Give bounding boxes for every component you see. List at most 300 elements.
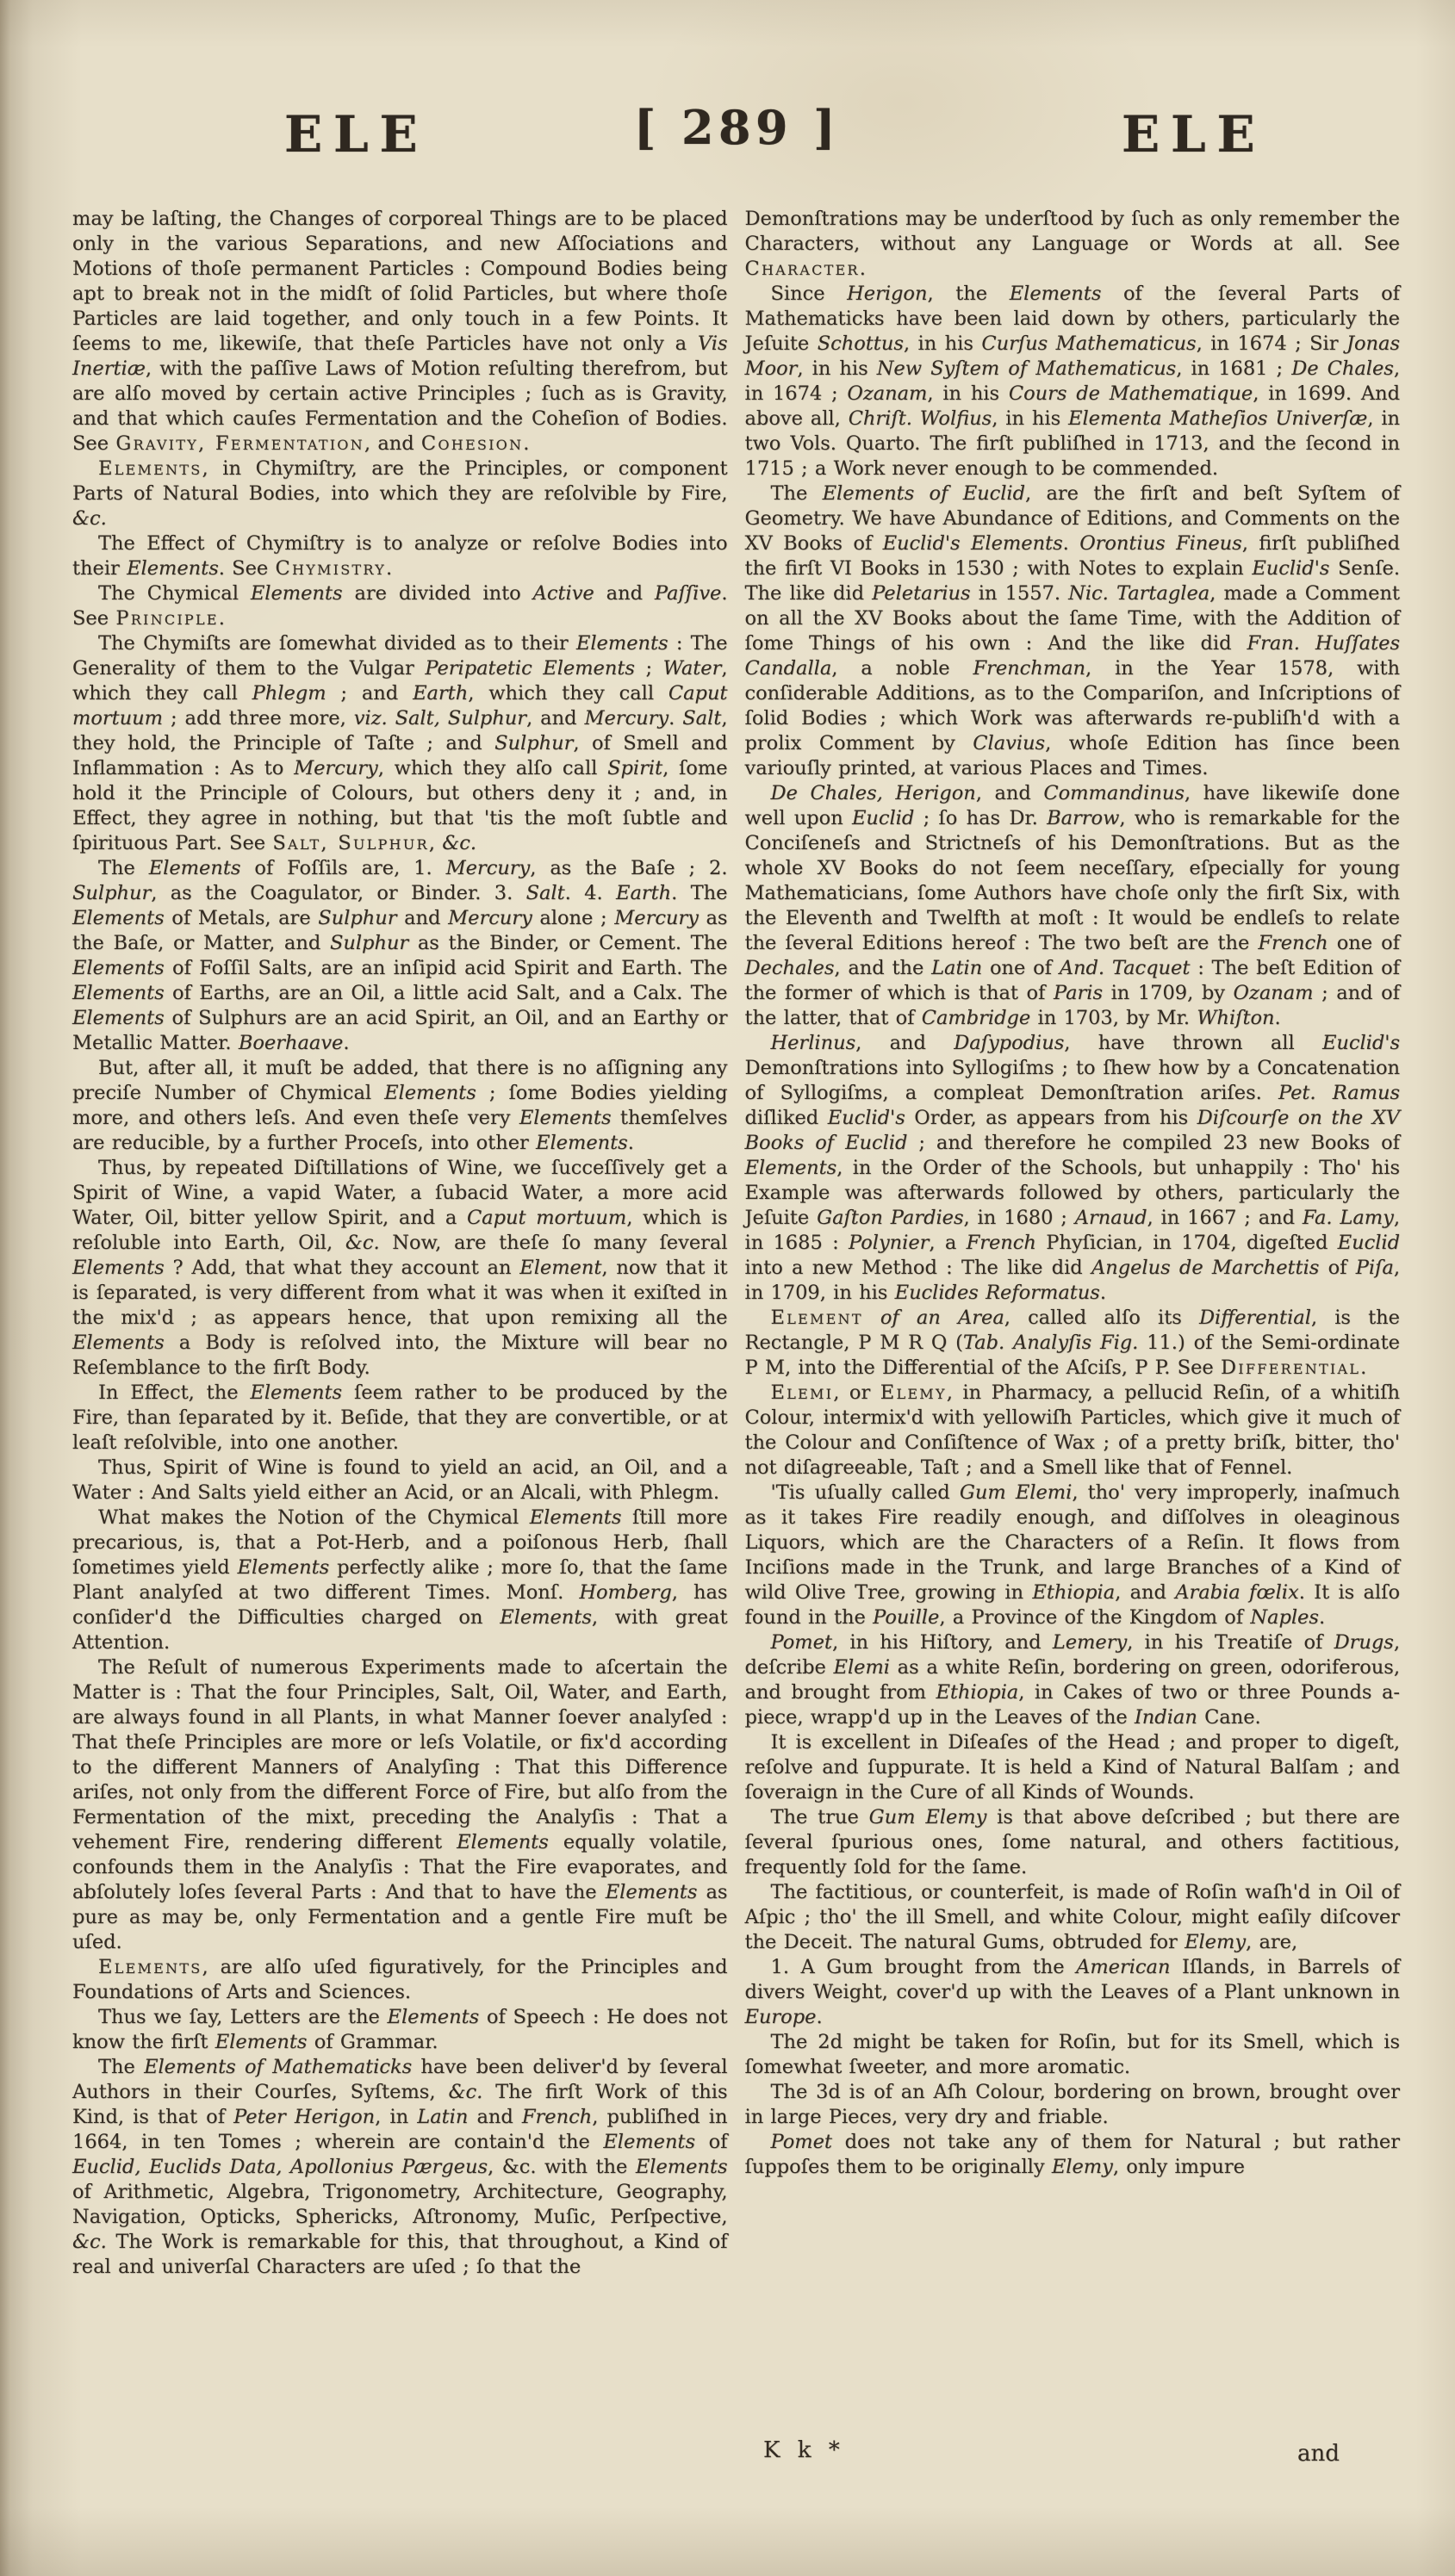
text-run: , tho' very improperly, inaſmuch as it takes Fire readily enough, and diſſolves in oleaginous Liquors, which are the Characters of a Reſin. It flows from Inciſions made in the Trunk, and large Branches of a Kind of wild Olive Tree, growing in [744,1481,1400,1604]
text-run: , and [1115,1581,1176,1604]
text-run: of Foſſils are, 1. [240,857,446,879]
text-run: 11.) of the Semi-ordinate P M, into the Differential of the Aſciſs, P P. See [744,1331,1400,1379]
paragraph [745,1880,1401,1955]
text-run: and [594,582,655,605]
italic-term: Paſſive [654,582,722,605]
italic-term: Elements [384,1082,476,1104]
text-run: The factitious, or counterfeit, is made of Roſin waſh'd in Oil of Aſpic ; tho' the ill Smell, and white Colour, might eaſily diſcover the Deceit. The natural Gums, obtruded for [744,1881,1400,1953]
text-run: . [1099,1282,1106,1304]
text-run: , and [526,707,585,729]
italic-term: Naples [1250,1606,1319,1629]
cross-reference: Elements [98,457,202,480]
text-run: , deſcribe [744,1631,1400,1679]
text-run: , in the Year 1578, with conſiderable Additions, as to the Compariſon, and Inſcriptions of ſolid Bodies ; which Work was afterwards re-publiſh'd with a prolix Comment by [744,657,1400,754]
italic-term: Salt [682,707,722,729]
text-run: : The Generality of them to the Vulgar [72,632,728,680]
text-run: , of Smell and Inflammation : As to [72,732,728,779]
italic-term: Elements [536,1132,628,1154]
running-title-right: ELE [1122,105,1266,164]
paragraph [745,481,1401,781]
text-run: , in Cakes of two or three Pounds a-piece, wrapp'd up in the Leaves of the [744,1681,1400,1729]
text-run: . The [671,882,728,904]
italic-term: Euclid [1337,1232,1400,1254]
italic-term: Dechales [744,957,835,979]
italic-term: Euclid's [827,1107,905,1129]
italic-term: Elements [72,982,165,1004]
paragraph [72,207,728,456]
text-run: Now, are theſe ſo many ſeveral [379,1232,728,1254]
italic-term: Sulphur [329,932,409,954]
italic-term: Elements [529,1506,622,1529]
text-run: and [396,907,449,929]
cross-reference: Principle [115,607,219,630]
text-run: of [1319,1257,1356,1279]
italic-term: Elements [72,1331,165,1354]
italic-term: &c. [72,2231,107,2253]
text-run: does not take any of them for Natural ; but rather ſuppoſes them to be originally [744,2131,1400,2178]
text-run: Cane. [1197,1706,1261,1729]
italic-term: Elements [635,2156,728,2178]
text-run: a Body is reſolved into, the Mixture will bear no Reſemblance to the firſt Body. [72,1331,728,1379]
paragraph [72,1456,728,1505]
italic-term: Ethiopia [936,1681,1019,1704]
italic-term: Gaſton Pardies [817,1207,964,1229]
italic-term: Europe [744,2006,817,2028]
paragraph [745,2080,1401,2130]
italic-term: Elements [603,2131,696,2153]
cross-reference: Element [770,1307,863,1329]
text-run: Order, as appears from his [905,1107,1197,1129]
italic-term: Euclid's [1321,1032,1400,1054]
text-run: 1. A Gum brought from the [770,1956,1077,1978]
italic-term: Herlinus [770,1032,856,1054]
italic-term: of an Area [880,1307,1004,1329]
italic-term: Elementa Matheſios Univerſæ [1068,407,1368,430]
italic-term: Elements [500,1606,592,1629]
italic-term: Euclid's [1252,557,1330,580]
text-run: What makes the Notion of the Chymical [98,1506,530,1529]
paragraph [72,531,728,581]
text-run: equally volatile, confounds them in the Analyſis : That the Fire evaporates, and abſolutely loſes ſeveral Parts : And that to have the [72,1831,728,1903]
italic-term: &c. [345,1232,380,1254]
italic-term: Gum Elemy [868,1806,987,1828]
text-run: The [770,482,823,505]
text-run: . [1062,532,1080,555]
paragraph [72,1056,728,1156]
italic-term: Paris [1053,982,1103,1004]
italic-term: Elements [127,557,219,580]
text-run: of Earths, are an Oil, a little acid Salt, and a Calx. The [164,982,728,1004]
italic-term: viz. Salt, Sulphur [353,707,527,729]
text-run: , now that it is ſeparated, is very different from what it was when it exiſted in the mix'd ; as appears hence, that upon remixing all the [72,1257,728,1329]
paragraph [72,581,728,631]
text-run: , in his [903,332,982,355]
text-run: , in his Treatiſe of [1127,1631,1334,1654]
paragraph [745,282,1401,481]
italic-term: Polynier [848,1232,930,1254]
text-run: ; and of the latter, that of [744,982,1400,1029]
italic-term: Schottus [817,332,904,355]
text-run: of [695,2131,728,2153]
text-run: ; add three more, [163,707,354,729]
italic-term: Active [532,582,594,605]
italic-term: Elements [1009,282,1102,305]
cross-reference: Chymistry [275,557,386,580]
italic-term: Elements [575,632,668,655]
italic-term: Arabia fœlix [1175,1581,1299,1604]
italic-term: Ozanam [1233,982,1314,1004]
text-run: , called alſo its [1004,1307,1199,1329]
paragraph [72,2055,728,2280]
cross-reference: Elemi [770,1381,834,1404]
text-run: , &c. with the [488,2156,636,2178]
text-column-right [745,207,1401,2280]
text-run: . [627,1132,634,1154]
text-run: , have likewiſe done well upon [744,782,1400,829]
paragraph [72,1505,728,1655]
italic-term: Elemy [1185,1931,1247,1953]
text-run: , in two Vols. Quarto. The firſt publiſhed in 1713, and the ſecond in 1715 ; a Work never enough to be commended. [744,407,1401,480]
italic-term: Commandinus [1043,782,1185,804]
text-run: ſtill more precarious, is, that a Pot-Herb, and a poiſonous Herb, ſhall ſometimes yield [72,1506,728,1579]
text-column-left [72,207,728,2280]
text-run: The [98,857,149,879]
text-run: of Metals, are [164,907,319,929]
text-run: ; ſo has Dr. [914,807,1048,829]
text-run: , a noble [831,657,973,680]
text-run: , or [833,1381,880,1404]
text-run: , in 1674 ; [744,357,1401,405]
italic-term: And. Tacquet [1059,957,1191,979]
italic-term: Latin [931,957,983,979]
italic-term: Mercury [445,857,531,879]
text-run: perfectly alike ; more ſo, that the ſame Plant analyſed at two different Times. Monſ. [72,1556,728,1604]
cross-reference: Elements [98,1956,202,1978]
italic-term: Mercury [294,757,378,779]
text-run: ; and [326,682,413,705]
text-run: . [1318,1606,1326,1629]
text-run: . [343,1032,350,1054]
italic-term: Elements [237,1556,330,1579]
text-run: , and [855,1032,954,1054]
text-run: , in 1685 : [744,1207,1400,1254]
text-run: , has conſider'd the Difficulties charged on [72,1581,728,1629]
text-run: , in [375,2106,418,2128]
italic-term: Spirit [607,757,663,779]
text-run: The Effect of Chymiſtry is to analyze or reſolve Bodies into their [72,532,728,580]
italic-term: Differential [1198,1307,1311,1329]
italic-term: Vis Inertiæ [72,332,728,380]
cross-reference: Character [744,258,860,280]
text-run: , ſome hold it the Principle of Colours, but others deny it ; and, in Effect, they agree in nothing, but that 'tis the moſt ſubtle and ſpirituous Part. See [72,757,728,854]
text-run: of the ſeveral Parts of Mathematicks have been laid down by others, particularly the Jeſuite [744,282,1400,355]
text-run: Thus, Spirit of Wine is found to yield an acid, an Oil, and a Water : And Salts yield either an Acid, or an Alcali, with Phlegm. [72,1456,728,1504]
italic-term: Elemi [833,1656,890,1679]
italic-term: &c. [448,2081,483,2103]
italic-term: &c. [72,507,107,530]
text-run: , in 1699. And above all, [744,382,1401,430]
paragraph [72,1955,728,2005]
text-run: , made a Comment on all the XV Books about the ſame Time, with the Addition of ſome Things of his own : And the like did [744,582,1400,655]
italic-term: Water [662,657,722,680]
paragraph [745,1480,1401,1630]
text-run: . [385,557,393,580]
text-run: , whoſe Edition has ſince been variouſly printed, at various Places and Times. [744,732,1401,779]
text-run: , as the Baſe ; 2. [530,857,728,879]
italic-term: Cours de Mathematique [1008,382,1253,405]
text-run: ſeem rather to be produced by the Fire, than ſeparated by it. Beſide, that they are convertible, or at leaſt reſolvible, into one another. [72,1381,728,1454]
italic-term: Elements of Mathematicks [144,2056,413,2078]
cross-reference: Salt, Sulphur [272,832,429,854]
italic-term: Elements of Euclid [822,482,1026,505]
text-run: , and [364,432,421,455]
italic-term: De Chales [1291,357,1394,380]
text-run: , is the Rectangle, P M R Q ( [744,1307,1400,1354]
italic-term: Sulphur [318,907,397,929]
italic-term: Element [519,1257,602,1279]
text-run: as the Binder, or Cement. The [408,932,728,954]
text-run: 'Tis uſually called [770,1481,960,1504]
italic-term: Elements [72,1007,165,1029]
italic-term: Herigon [847,282,928,305]
italic-term: Earth [413,682,469,705]
text-run: , have thrown all [1064,1032,1322,1054]
text-run: , in his [992,407,1069,430]
text-run: is that above deſcribed ; but there are ſeveral ſpurious ones, ſome natural, and others factitious, frequently ſold for the ſame. [744,1806,1400,1878]
text-run: The 3d is of an Aſh Colour, bordering on brown, brought over in large Pieces, very dry and friable. [744,2081,1400,2128]
text-run: into a new Method : The like did [744,1257,1091,1279]
italic-term: Tab. Analyſis Fig. [962,1331,1139,1354]
text-run: of Speech : He does not know the firſt [72,2006,728,2053]
text-run: in 1709, by [1103,982,1234,1004]
text-run: , firſt publiſhed the firſt VI Books in 1530 ; with Notes to explain [744,532,1400,580]
italic-term: Elements [387,2006,480,2028]
italic-term: Salt [525,882,565,904]
italic-term: Peletarius [872,582,971,605]
text-run: , which they alſo call [377,757,608,779]
paragraph [72,1655,728,1955]
text-run: . [859,258,866,280]
text-run: , in 1680 ; [963,1207,1075,1229]
italic-term: Homberg [579,1581,672,1604]
text-run: , which is reſoluble into Earth, Oil, [72,1207,728,1254]
text-run: , are, [1246,1931,1298,1953]
text-run: , publiſhed in 1664, in ten Tomes ; wherein are contain'd the [72,2106,728,2153]
text-run: , are alſo uſed figuratively, for the Principles and Foundations of Arts and Sciences. [72,1956,728,2003]
italic-term: Elements [457,1831,549,1853]
catchword: and [1297,2441,1340,2467]
italic-term: French [1258,932,1328,954]
italic-term: Euclid, Euclids Data, Apollonius Pærgeus [72,2156,488,2178]
italic-term: Gum Elemi [959,1481,1073,1504]
text-run: , in 1667 ; and [1147,1207,1303,1229]
italic-term: Elements [605,1881,698,1903]
italic-term: Piſa [1355,1257,1394,1279]
paragraph [745,1306,1401,1381]
italic-term: American [1076,1956,1171,1978]
italic-term: Elements [744,1157,837,1179]
text-run: diſliked [744,1107,828,1129]
text-run: in 1703, by Mr. [1030,1007,1197,1029]
italic-term: &c. [442,832,477,854]
text-run: alone ; [532,907,615,929]
italic-term: Elements [519,1107,612,1129]
text-run: ; ſome Bodies yielding more, and others leſs. And even theſe very [72,1082,728,1129]
text-run: have been deliver'd by ſeveral Authors in their Courſes, Syſtems, [72,2056,728,2103]
italic-term: Caput mortuum [72,682,728,729]
italic-term: Boerhaave [238,1032,344,1054]
paragraph [745,2030,1401,2080]
text-run: Iſlands, in Barrels of divers Weight, cover'd up with the Leaves of a Plant unknown in [744,1956,1401,2003]
text-run: of Sulphurs are an acid Spirit, an Oil, and an Earthy or Metallic Matter. [72,1007,728,1054]
italic-term: Mercury [584,707,669,729]
text-run: Demonſtrations into Syllogiſms ; to ſhew how by a Concatenation of Syllogiſms, a compleat Demonſtration ariſes. [744,1057,1400,1104]
italic-term: Diſcourſe on the XV Books of Euclid [744,1107,1400,1154]
italic-term: Latin [417,2106,469,2128]
text-run: , in the Order of the Schools, but unhappily : Tho' his Example was afterwards followed by others, particularly the Jeſuite [744,1157,1400,1229]
text-run: But, after all, it muſt be added, that there is no aſſigning any preciſe Number of Chymical [72,1057,728,1104]
text-run: The Chymiſts are ſomewhat divided as to their [98,632,576,655]
italic-term: Drugs [1334,1631,1394,1654]
italic-term: Nic. Tartaglea [1068,582,1210,605]
italic-term: Elemy [1051,2156,1113,2178]
italic-term: Elements [250,1381,343,1404]
paragraph [745,1381,1401,1480]
italic-term: Euclid's Elements [882,532,1063,555]
italic-term: Pet. Ramus [1278,1082,1400,1104]
paragraph [72,856,728,1056]
paragraph [72,2005,728,2055]
text-run: Thus, by repeated Diſtillations of Wine, we ſucceſſively get a Spirit of Wine, a vapid Water, a ſubacid Water, a more acid Water, Oil, bitter yellow Spirit, and a [72,1157,728,1229]
text-run: Since [770,282,848,305]
text-run: , and the [834,957,932,979]
italic-term: Cambridge [921,1007,1031,1029]
text-run: . It is alſo found in the [744,1581,1401,1629]
text-run: , and [975,782,1044,804]
text-run: Demonſtrations may be underſtood by ſuch as only remember the Characters, without any Language or Words at all. See [744,208,1400,255]
paragraph [745,1805,1401,1880]
text-run: one of [982,957,1060,979]
italic-term: Angelus de Marchettis [1091,1257,1320,1279]
italic-term: Caput mortuum [466,1207,627,1229]
italic-term: Frenchman [973,657,1085,680]
italic-term: Curſus Mathematicus [981,332,1197,355]
italic-term: Elements [72,907,165,929]
text-run: , in his [797,357,877,380]
page-number: [ 289 ] [633,100,841,155]
italic-term: Euclid [851,807,915,829]
cross-reference: Cohesion [420,432,524,455]
text-run: The Work is remarkable for this, that throughout, a Kind of real and univerſal Characters are uſed ; ſo that the [72,2231,728,2278]
text-run: : The beſt Edition of the former of which is that of [744,957,1400,1004]
italic-term: Earth [616,882,672,904]
text-run: The 2d might be taken for Roſin, but for its Smell, which is ſomewhat ſweeter, and more aromatic. [744,2031,1400,2078]
italic-term: Daſypodius [954,1032,1065,1054]
text-run: , in his [927,382,1009,405]
paragraph [72,631,728,856]
italic-term: Peter Herigon [233,2106,376,2128]
text-run: The firſt Work of this Kind, is that of [72,2081,728,2128]
italic-term: French [521,2106,593,2128]
italic-term: Lemery [1052,1631,1128,1654]
text-run: , who is remarkable for the Conciſeneſs and Strictneſs of his Demonſtrations. But as the whole XV Books do not ſeem neceſſary, eſpecially for young Mathematicians, ſome Authors have choſe only the firſt Six, with the Eleventh and Twelfth at moſt : It would be endleſs to relate the ſeveral Editions hereof : The two beſt are the [744,807,1400,954]
text-run: as a white Reſin, bordering on green, odoriferous, and brought from [744,1656,1400,1704]
paragraph [745,781,1401,1031]
text-run: ? Add, that what they account an [164,1257,520,1279]
italic-term: Whiſton [1197,1007,1275,1029]
cross-reference: Gravity, Fermentation [115,432,364,455]
text-run: . [816,2006,823,2028]
paragraph [745,1955,1401,2030]
paragraph [745,1730,1401,1805]
text-run: . See [72,582,728,630]
text-run: In Effect, the [98,1381,251,1404]
italic-term: Pomet [770,1631,832,1654]
italic-term: Fran. Huſſates Candalla [744,632,1400,680]
text-run: , with great Attention. [72,1606,728,1654]
text-run: Thus we ſay, Letters are the [98,2006,388,2028]
italic-term: Sulphur [494,732,574,754]
text-run: . 4. [564,882,617,904]
text-run: ; [634,657,663,680]
text-run: , only impure [1112,2156,1245,2178]
text-run: of Arithmetic, Algebra, Trigonometry, Architecture, Geography, Navigation, Opticks, Sphericks, Aſtronomy, Muſic, Perſpective, [72,2181,728,2228]
text-run: are divided into [342,582,533,605]
text-run: , with the paſſive Laws of Motion reſulting therefrom, but are alſo moved by certain active Principles ; ſuch as is Gravity, and that which cauſes Fermentation and the Coheſion of Bodies. See [72,357,728,455]
paragraph [72,1156,728,1381]
italic-term: Elements [72,957,165,979]
text-run: ; and therefore he compiled 23 new Books of [907,1132,1400,1154]
text-run: , [428,832,443,854]
italic-term: Jonas Moor [744,332,1401,380]
italic-term: Clavius [973,732,1046,754]
cross-reference: Elemy [880,1381,947,1404]
text-run: , which they call [72,657,728,705]
text-run: . See [218,557,276,580]
italic-term: Elements [215,2031,308,2053]
text-run: . [523,432,530,455]
italic-term: Mercury [614,907,699,929]
text-run: The [98,2056,145,2078]
paragraph [745,1630,1401,1730]
italic-term: Sulphur [72,882,152,904]
italic-term: Ozanam [847,382,928,405]
italic-term: Pomet [770,2131,832,2153]
text-run: . [218,607,225,630]
italic-term: Phlegm [252,682,326,705]
text-run: , a [929,1232,967,1254]
text-run: as pure as may be, only Fermentation and a gentle Fire muſt be uſed. [72,1881,728,1953]
italic-term: Fa. Lamy [1302,1207,1394,1229]
italic-term: Orontius Fineus [1079,532,1242,555]
text-run: , as the Coagulator, or Binder. 3. [151,882,526,904]
text-run: , in Chymiſtry, are the Principles, or component Parts of Natural Bodies, into which they are reſolvible by Fire, [72,457,728,505]
text-run: , in 1681 ; [1176,357,1292,380]
text-run: The Chymical [98,582,251,605]
italic-term: Elements [148,857,241,879]
text-run: themſelves are reducible, by a further Proceſs, into other [72,1107,728,1154]
text-run: may be laſting, the Changes of corporeal Things are to be placed only in the various Separations, and new Aſſociations and Motions of thoſe permanent Particles : Compound Bodies being apt to break not in the midſt of ſolid Particles, but where thoſe Particles are laid together, and only touch in a few Points. It ſeems to me, likewiſe, that theſe Particles have not only a [72,208,728,355]
italic-term: Pouille [873,1606,940,1629]
italic-term: Euclides Reformatus [894,1282,1100,1304]
text-run: in 1557. [970,582,1069,605]
paragraph [72,1381,728,1456]
italic-term: Arnaud [1074,1207,1147,1229]
text-run: , a Province of the Kingdom of [939,1606,1251,1629]
text-columns [72,207,1400,2280]
text-run: as the Baſe, or Matter, and [72,907,728,954]
text-run: , in Pharmacy, a pellucid Reſin, of a whitiſh Colour, intermix'd with yellowiſh Particles, which give it much of the Colour and Conſiſtence of Wax ; of a pretty briſk, bitter, tho' not diſagreeable, Taſt ; and a Smell like that of Fennel. [744,1381,1400,1479]
